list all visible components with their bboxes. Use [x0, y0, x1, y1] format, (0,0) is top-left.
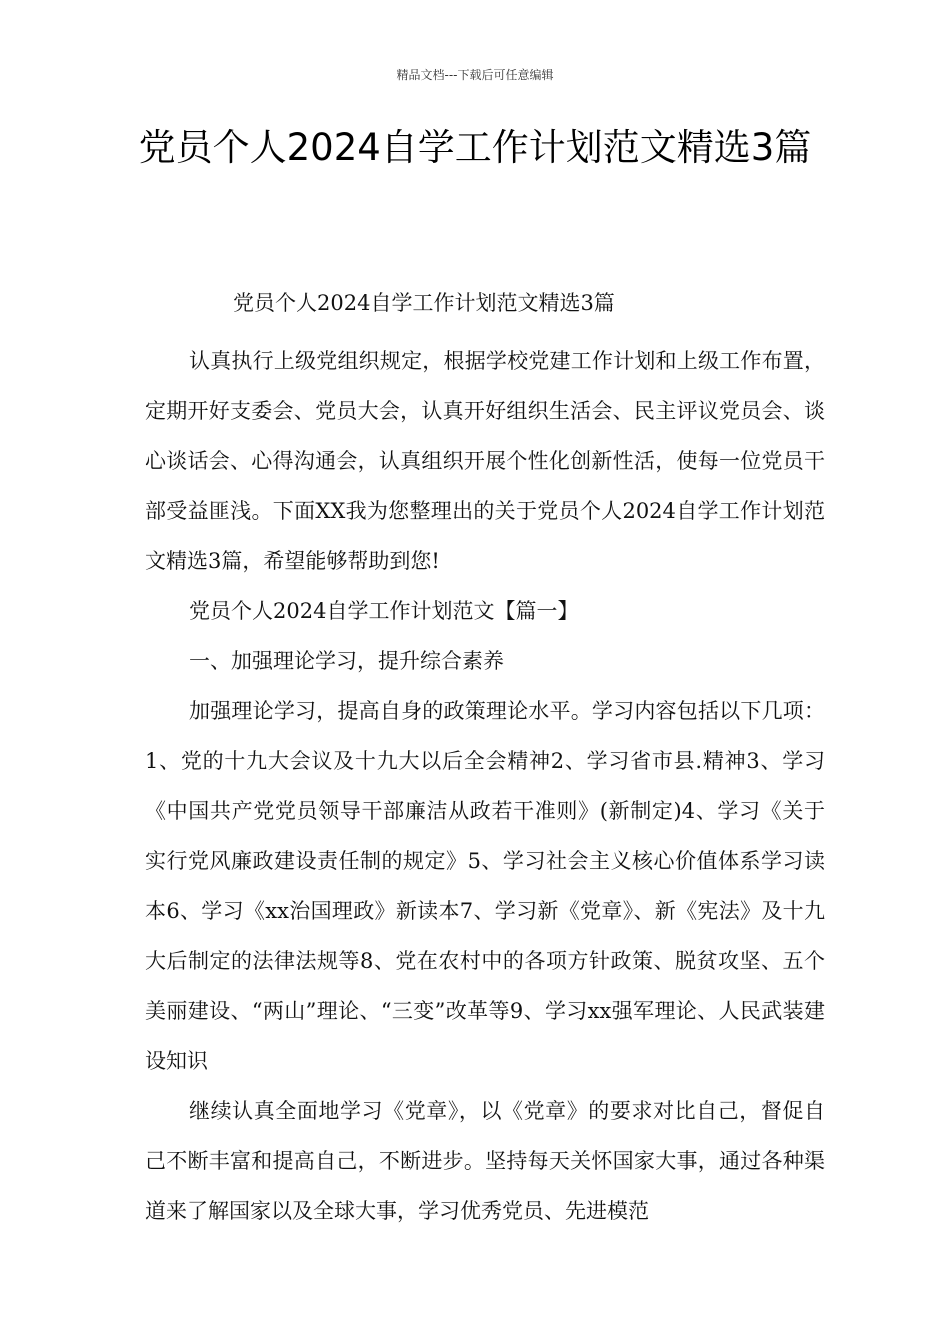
document-body	[145, 278, 825, 1236]
document-subtitle: 党员个人2024自学工作计划范文精选3篇	[233, 291, 615, 315]
section-heading: 党员个人2024自学工作计划范文【篇一】	[189, 599, 579, 623]
header-note: 精品文档---下载后可任意编辑	[396, 68, 554, 82]
body-paragraph: 加强理论学习，提高自身的政策理论水平。学习内容包括以下几项：1、党的十九大会议及十九大以后全会精神2、学习省市县.精神3、学习《中国共产党党员领导干部廉洁从政若干准则》(新制定)4、学习《关于实行党风廉政建设责任制的规定》5、学习社会主义核心价值体系学习读本6、学习《xx治国理政》新读本7、学习新《党章》、新《宪法》及十九大后制定的法律法规等8、党在农村中的各项方针政策、脱贫攻坚、五个美丽建设、“两山”理论、“三变”改革等9、学习xx强军理论、人民武装建设知识	[145, 699, 825, 1073]
document-title: 党员个人2024自学工作计划范文精选3篇	[138, 126, 812, 169]
intro-paragraph: 认真执行上级党组织规定，根据学校党建工作计划和上级工作布置，定期开好支委会、党员大会，认真开好组织生活会、民主评议党员会、谈心谈话会、心得沟通会，认真组织开展个性化创新性活，使每一位党员干部受益匪浅。下面XX我为您整理出的关于党员个人2024自学工作计划范文精选3篇，希望能够帮助到您!	[145, 349, 825, 573]
subsection-heading: 一、加强理论学习，提升综合素养	[189, 649, 504, 673]
body-paragraph: 继续认真全面地学习《党章》，以《党章》的要求对比自己，督促自己不断丰富和提高自己，不断进步。坚持每天关怀国家大事，通过各种渠道来了解国家以及全球大事，学习优秀党员、先进模范	[145, 1099, 825, 1223]
